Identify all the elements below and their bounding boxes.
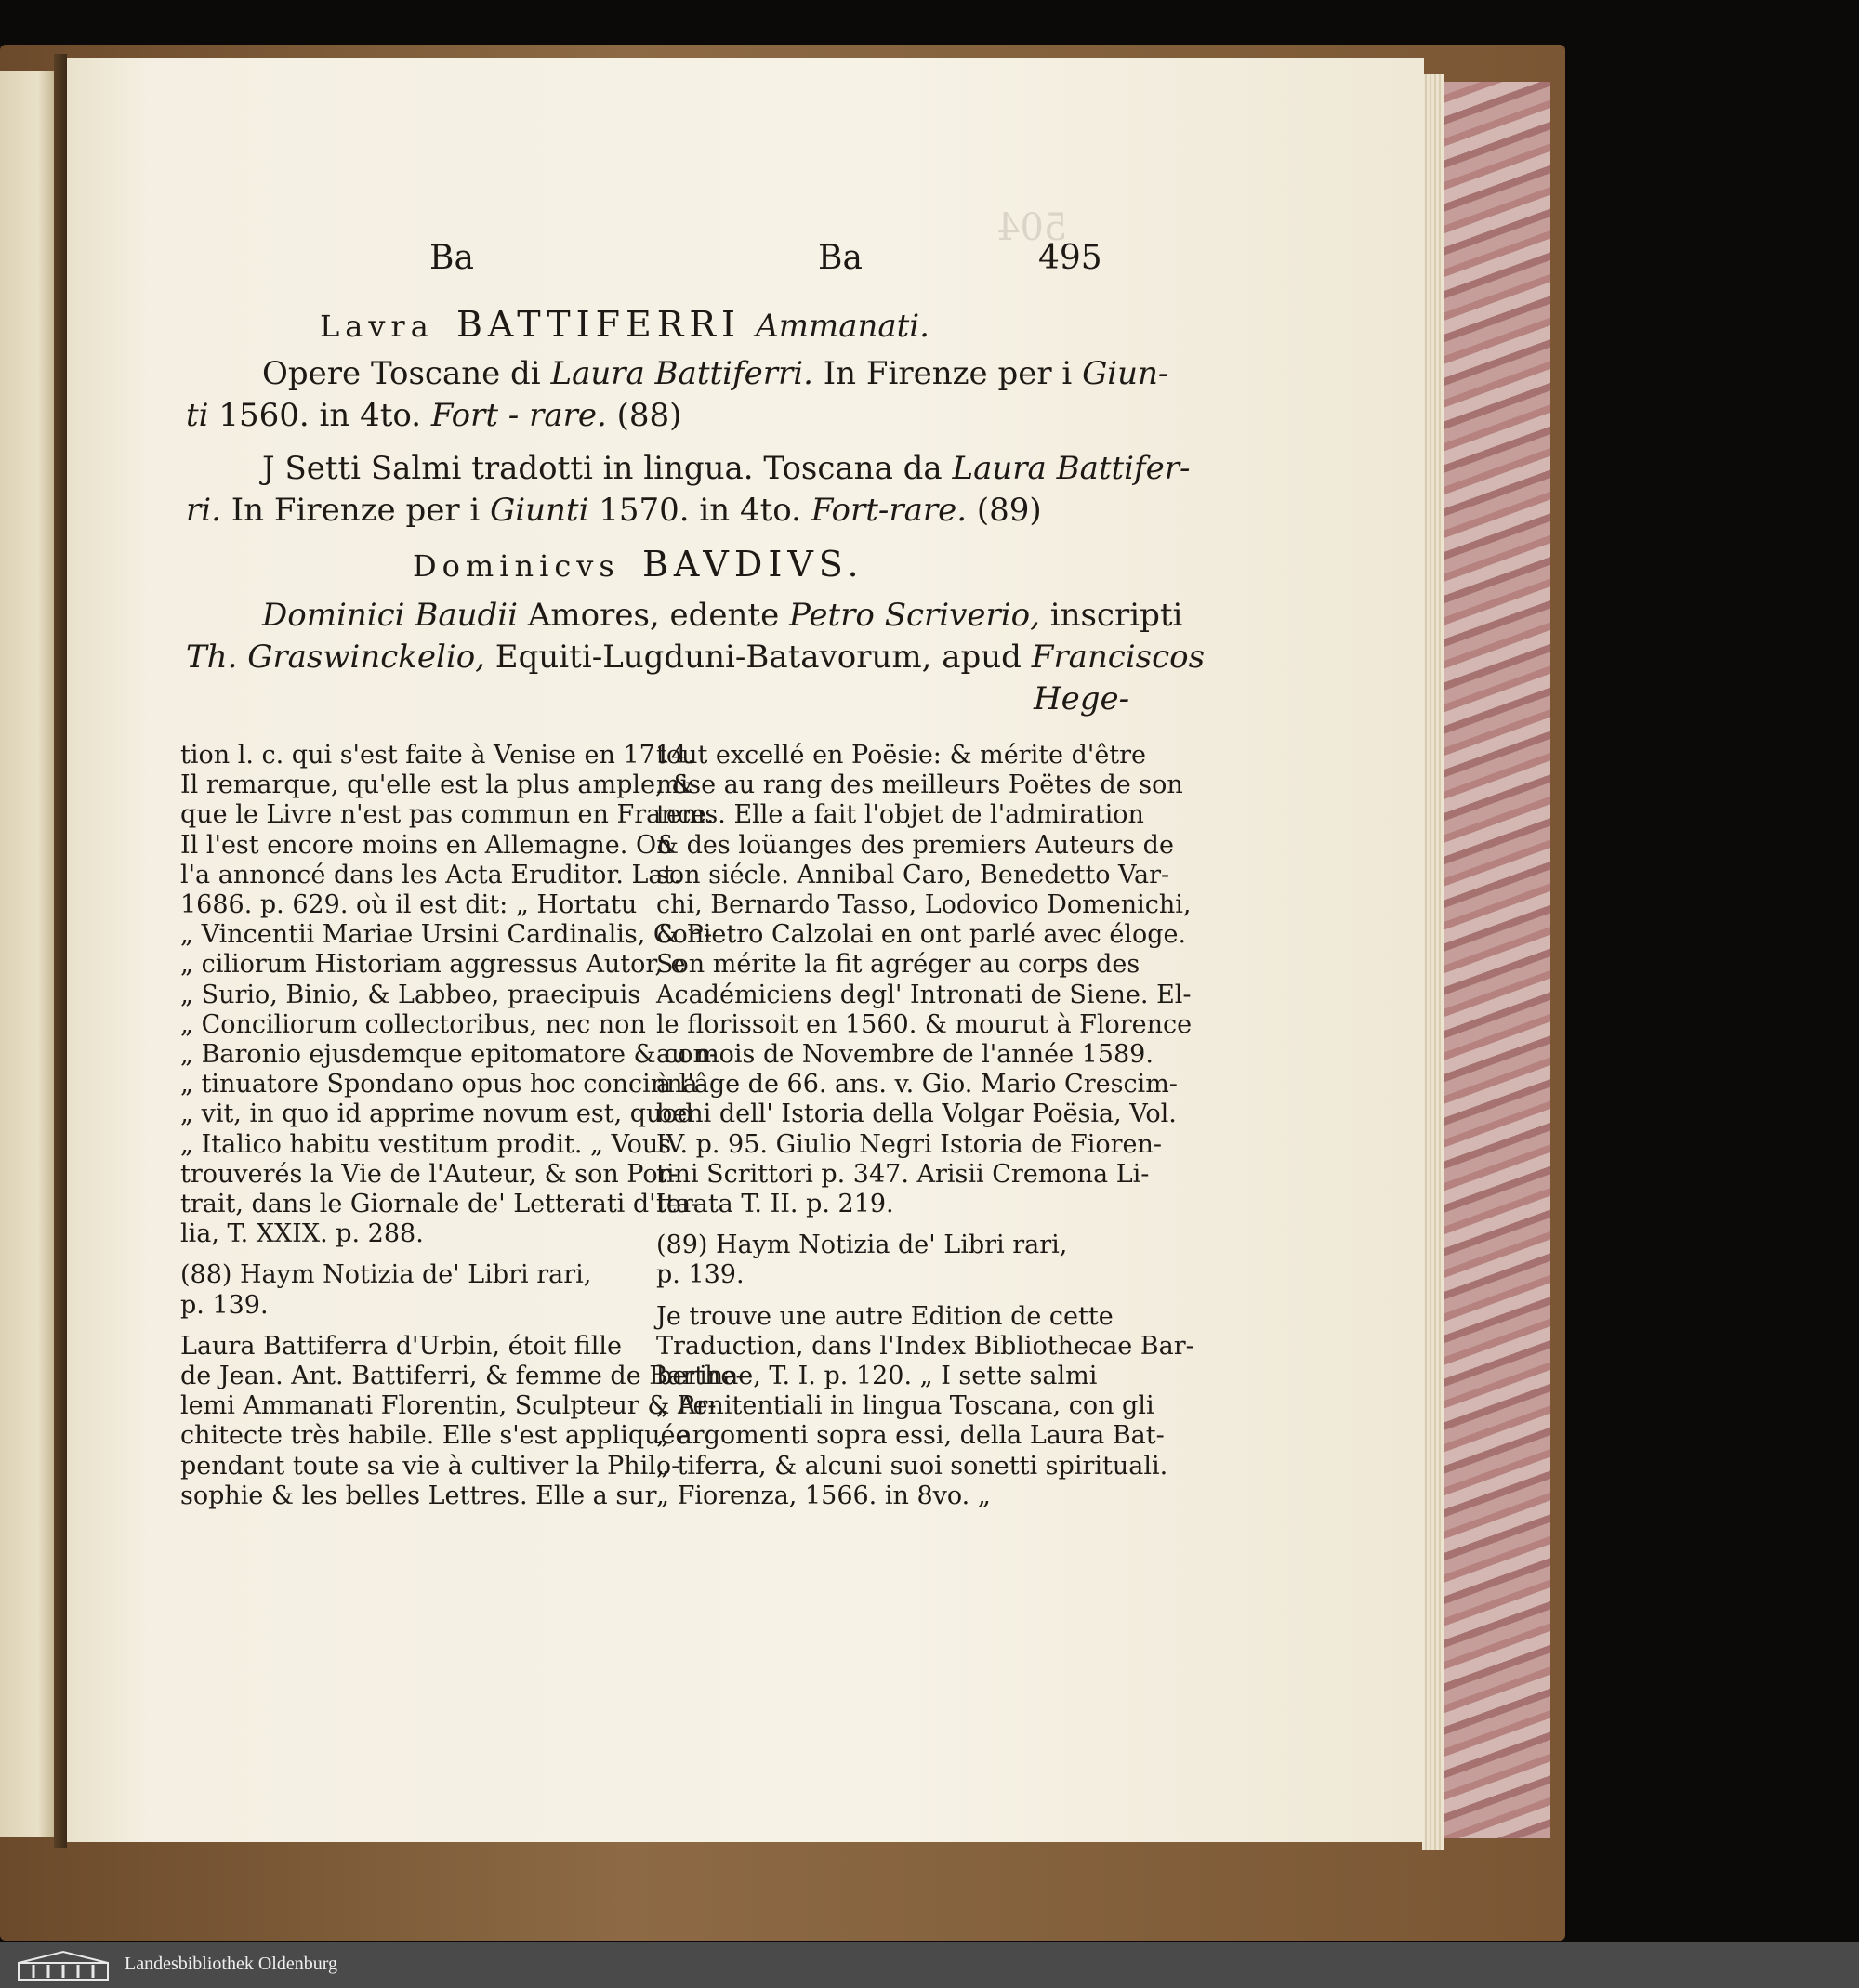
column-line: Il remarque, qu'elle est la plus ample, & [180,770,694,800]
page-number: 495 [1038,239,1102,277]
entry-amores-line1: Dominici Baudii Amores, edente Petro Scriverio, inscripti [262,597,1183,634]
column-line: lemi Ammanati Florentin, Sculpteur & Ar- [180,1391,717,1421]
column-line: tini Scrittori p. 347. Arisii Cremona Li- [656,1159,1150,1189]
column-line: berinae, T. I. p. 120. „ I sette salmi [656,1362,1098,1391]
column-line: IV. p. 95. Giulio Negri Istoria de Fioren- [656,1129,1163,1159]
footer-bar [0,1942,1859,1988]
entry-opere-line2: ti 1560. in 4to. Fort - rare. (88) [186,397,682,434]
column-line: son siécle. Annibal Caro, Benedetto Var- [656,860,1170,889]
entry-salmi-line2: ri. In Firenze per i Giunti 1570. in 4to. Fort-rare. (89) [186,492,1042,529]
show-through-text: 504 [996,206,1068,249]
column-line: de Jean. Ant. Battiferri, & femme de Barthe- [180,1362,745,1391]
column-line: tout excellé en Poësie: & mérite d'être [656,741,1147,770]
entry-salmi-line1: J Setti Salmi tradotti in lingua. Toscana da Laura Battifer- [262,450,1191,487]
column-line: que le Livre n'est pas commun en France. [180,800,715,830]
heading-smallcaps: Dominicvs [413,548,620,584]
column-line: „ Baronio ejusdemque epitomatore & con- [180,1040,719,1070]
column-line: Académiciens degl' Intronati de Siene. El- [656,980,1192,1009]
column-line: le florissoit en 1560. & mourut à Florence [656,1009,1193,1039]
column-line: Je trouve une autre Edition de cette [656,1301,1114,1331]
column-line: p. 139. [656,1260,745,1290]
column-line: „ Conciliorum collectoribus, nec non [180,1009,646,1039]
column-line: lia, T. XXIX. p. 288. [180,1219,424,1249]
column-line: „ tiferra, & alcuni suoi sonetti spirituali. [656,1451,1168,1481]
column-line [656,1219,1194,1231]
column-line: à l'âge de 66. ans. v. Gio. Mario Crescim- [656,1070,1178,1099]
column-line: terata T. II. p. 219. [656,1190,894,1219]
column-line: „ ciliorum Historiam aggressus Autor, e [180,950,686,980]
column-line: beni dell' Istoria della Volgar Poësia, Vol. [656,1099,1177,1129]
column-line: „ Italico habitu vestitum prodit. „ Vous [180,1129,672,1159]
left-page-edge [0,71,54,1837]
footer-label: Landesbibliothek Oldenburg [125,1954,338,1974]
running-head-left: Ba [429,239,474,277]
column-line: trait, dans le Giornale de' Letterati d'Ita- [180,1190,700,1219]
book-gutter [54,54,67,1848]
column-line: chitecte très habile. Elle s'est appliquée [180,1421,691,1451]
book-page [67,58,1424,1842]
column-line: & des loüanges des premiers Auteurs de [656,830,1174,860]
column-line: l'a annoncé dans les Acta Eruditor. Lat. [180,860,681,889]
heading-name: BAVDIVS. [641,544,864,585]
column-line: Traduction, dans l'Index Bibliothecae Bar- [656,1331,1194,1361]
column-line: mise au rang des meilleurs Poëtes de son [656,770,1183,800]
heading-laura [320,304,930,345]
library-building-icon [17,1950,110,1981]
column-line: (88) Haym Notizia de' Libri rari, [180,1260,592,1290]
column-line: „ argomenti sopra essi, della Laura Bat- [656,1421,1165,1451]
column-line: „ tinuatore Spondano opus hoc concinna- [180,1070,706,1099]
column-line: tion l. c. qui s'est faite à Venise en 1714. [180,741,695,770]
heading-smallcaps: Lavra [320,309,434,344]
column-line: chi, Bernardo Tasso, Lodovico Domenichi, [656,890,1192,920]
column-line: „ Fiorenza, 1566. in 8vo. „ [656,1481,991,1510]
page-edges [1422,74,1444,1850]
column-line: Il l'est encore moins en Allemagne. On [180,830,673,860]
column-line: Laura Battiferra d'Urbin, étoit fille [180,1331,622,1361]
column-line: au mois de Novembre de l'année 1589. [656,1040,1154,1070]
column-line: „ Surio, Binio, & Labbeo, praecipuis [180,980,641,1009]
marbled-endpaper [1443,82,1550,1838]
column-line: (89) Haym Notizia de' Libri rari, [656,1231,1068,1260]
column-line: „ vit, in quo id apprime novum est, quod [180,1099,693,1129]
column-line: pendant toute sa vie à cultiver la Philo- [180,1451,680,1481]
column-line: 1686. p. 629. où il est dit: „ Hortatu [180,890,638,920]
column-line: trouverés la Vie de l'Auteur, & son Por- [180,1159,679,1189]
heading-surname: Ammanati. [756,308,930,345]
heading-dominicus [413,544,864,585]
column-line: & Pietro Calzolai en ont parlé avec éloge. [656,920,1187,950]
right-column [656,741,1194,1511]
entry-amores-line3: Hege- [1034,680,1130,718]
column-line [656,1291,1194,1302]
entry-opere-line1: Opere Toscane di Laura Battiferri. In Firenze per i Giun- [262,355,1169,392]
column-line: „ Penitentiali in lingua Toscana, con gli [656,1391,1154,1421]
running-head-center: Ba [818,239,863,277]
heading-name: BATTIFERRI [455,304,741,345]
column-line: p. 139. [180,1290,269,1320]
column-line: tems. Elle a fait l'objet de l'admiration [656,800,1144,830]
column-line: „ Vincentii Mariae Ursini Cardinalis, Con- [180,920,713,950]
entry-amores-line2: Th. Graswinckelio, Equiti-Lugduni-Batavorum, apud Franciscos [186,639,1206,676]
column-line: sophie & les belles Lettres. Elle a sur [180,1481,657,1510]
column-line: Son mérite la fit agréger au corps des [656,950,1140,980]
